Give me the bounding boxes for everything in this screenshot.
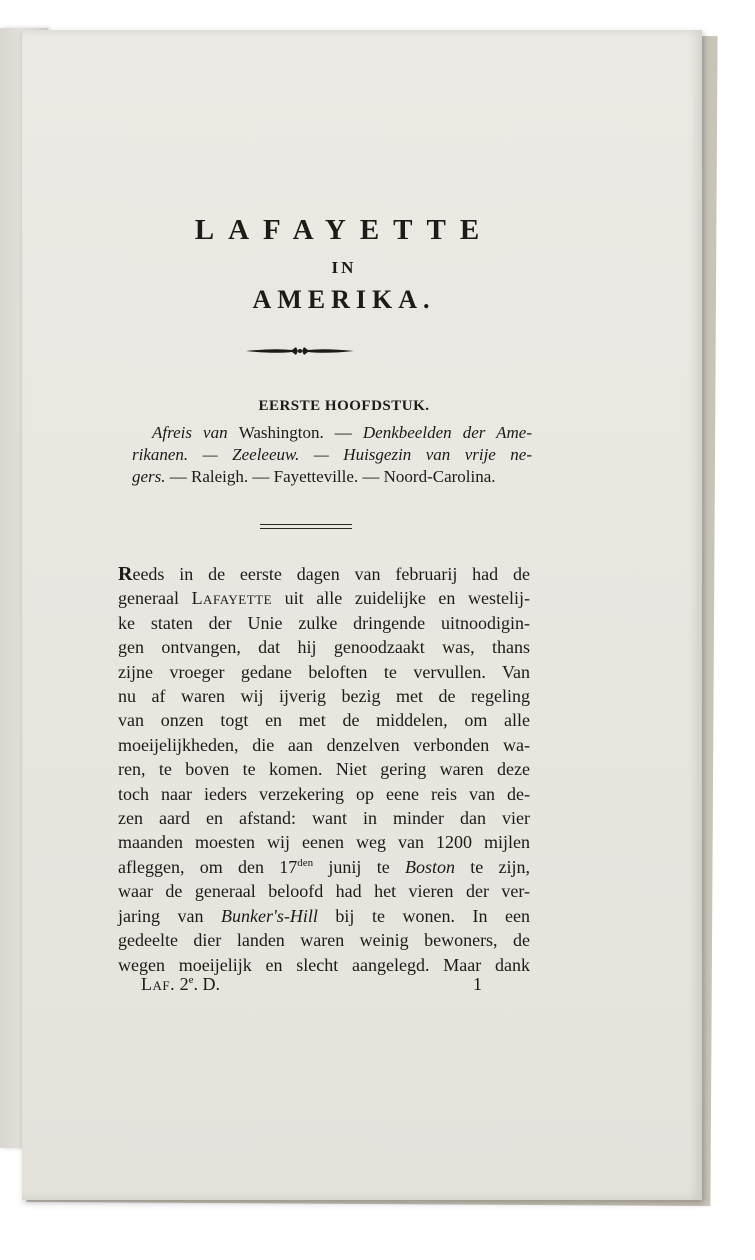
ornament-divider-icon: [244, 344, 356, 358]
book-page: [22, 30, 702, 1200]
body-line: jaring van Bunker's-Hill bij te wonen. In een: [118, 905, 530, 926]
section-rule: [260, 524, 352, 529]
body-line: afleggen, om den $17^{den}$ junij te Boston te zijn,: [118, 856, 531, 877]
body-line: gen ontvangen, dat hij genoodzaakt was, thans: [118, 637, 530, 658]
page-number: 1: [473, 974, 482, 994]
summary-line: [132, 466, 532, 488]
body-line: wegen moeijelijk en slecht aangelegd. Maar dank: [118, 954, 530, 975]
body-text: [118, 562, 530, 977]
chapter-heading: EERSTE HOOFDSTUK.: [258, 398, 430, 414]
body-line: van onzen togt en met de middelen, om alle: [118, 710, 530, 731]
summary-segment: Afreis van: [152, 423, 239, 442]
body-line: ke staten der Unie zulke dringende uitnoodigin-: [118, 612, 530, 633]
summary-line: [132, 444, 532, 466]
title-line-2: IN: [331, 258, 357, 277]
body-line: waar de generaal beloofd had het vieren der ver-: [118, 881, 530, 902]
body-line: zijne vroeger gedane beloften te vervullen. Van: [118, 661, 530, 682]
body-line: nu af waren wij ijverig bezig met de regeling: [118, 686, 530, 707]
summary-segment: gers.: [132, 467, 170, 486]
body-line: generaal Lafayette uit alle zuidelijke en westelij-: [118, 588, 530, 609]
title-line-1: LAFAYETTE: [194, 214, 494, 246]
summary-segment: Washington. —: [238, 423, 363, 442]
body-line: ren, te boven te komen. Niet gering waren deze: [118, 759, 530, 780]
summary-line: [132, 422, 532, 444]
summary-segment: rikanen. — Zeeleeuw. — Huisgezin van vrije ne-: [132, 445, 532, 464]
body-line: moeijelijkheden, die aan denzelven verbonden wa-: [118, 734, 530, 755]
chapter-summary: [132, 422, 532, 488]
body-line: zen aard en afstand: want in minder dan vier: [118, 808, 530, 829]
summary-segment: — Raleigh. — Fayetteville. — Noord-Carolina.: [169, 467, 496, 486]
body-line: toch naar ieders verzekering op eene reis van de-: [118, 783, 530, 804]
body-line: gedeelte dier landen waren weinig bewoners, de: [118, 930, 530, 951]
body-line: maanden moesten wij eenen weg van 1200 mijlen: [118, 832, 530, 853]
title-line-3: AMERIKA.: [252, 285, 436, 314]
body-line: Reeds in de eerste dagen van februarij had de: [118, 563, 530, 585]
summary-segment: Denkbeelden der Ame-: [362, 423, 532, 442]
signature-mark: Laf. 2e. D.: [141, 974, 221, 994]
